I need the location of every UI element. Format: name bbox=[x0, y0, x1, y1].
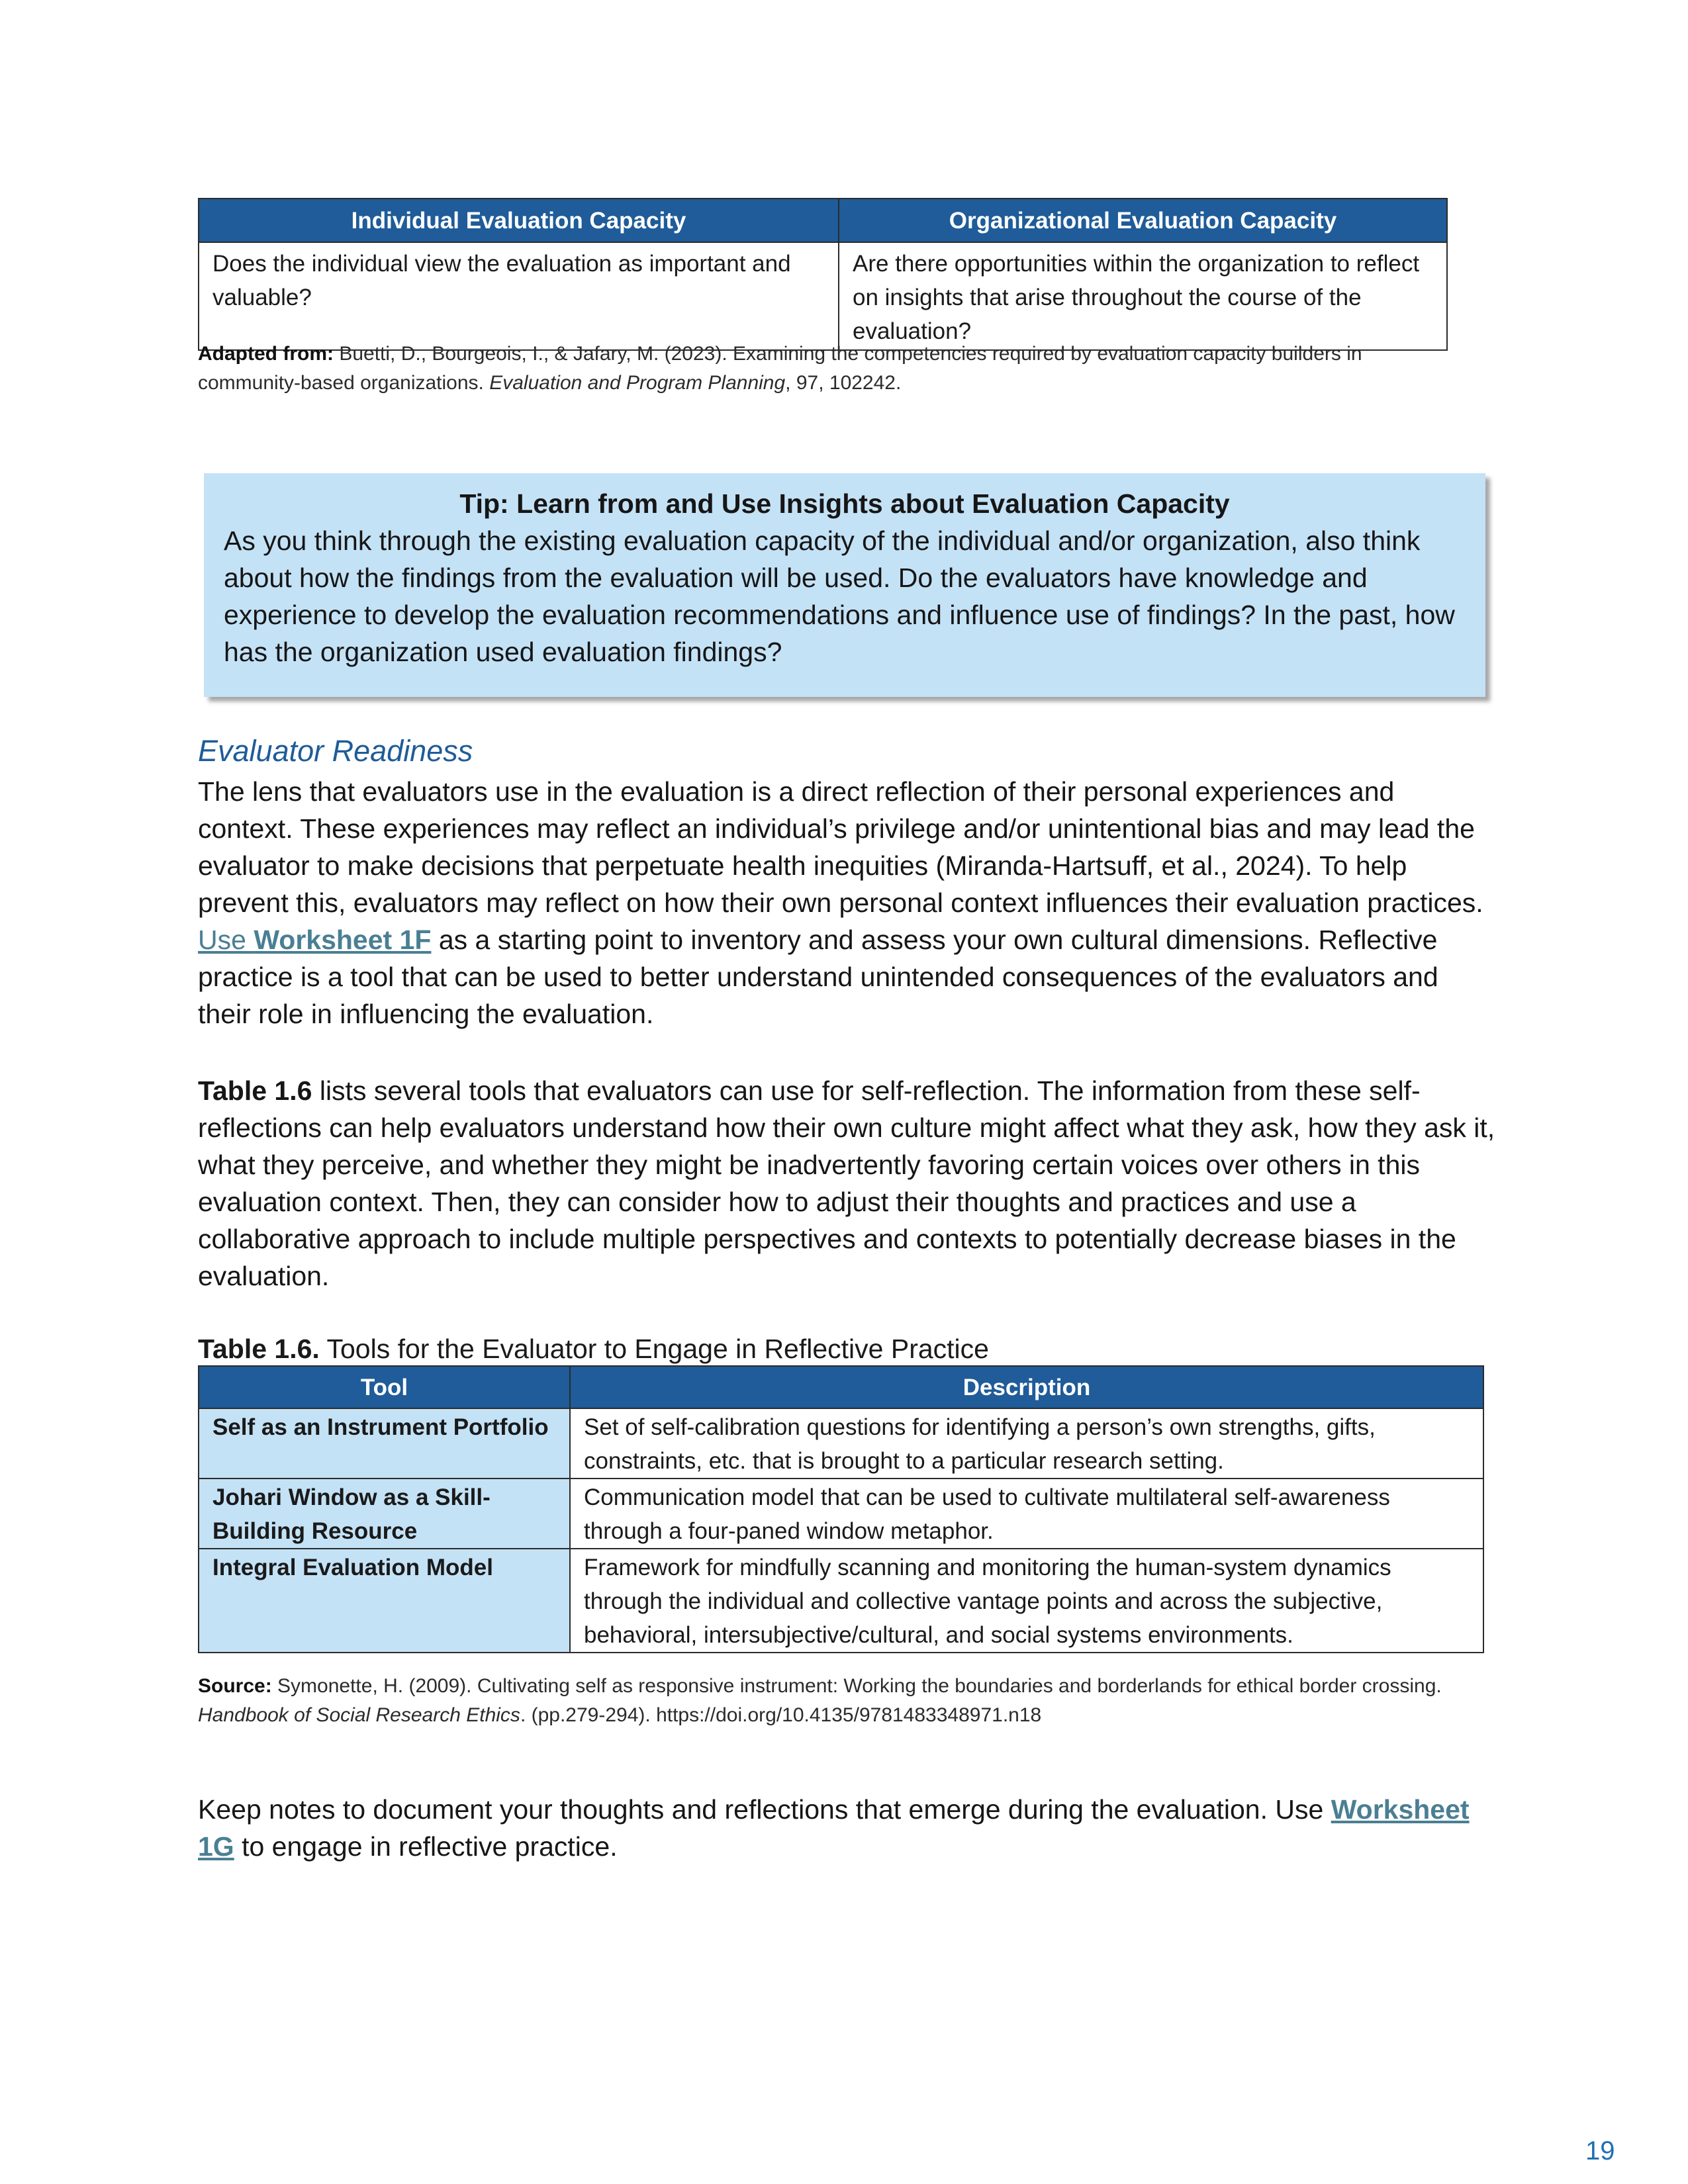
tool-description: Set of self-calibration questions for identifying a person’s own strengths, gifts, constraints, etc. that is brought to a particular research setting. bbox=[570, 1408, 1483, 1479]
tool-description: Framework for mindfully scanning and monitoring the human-system dynamics through the individual and collective vantage points and across the subjective, behavioral, intersubjective/cultural, and social systems environments. bbox=[570, 1549, 1483, 1653]
tip-title: Tip: Learn from and Use Insights about Evaluation Capacity bbox=[459, 488, 1230, 519]
table-caption bbox=[198, 1330, 989, 1367]
paragraph-text: Keep notes to document your thoughts and reflections that emerge during the evaluation. Use bbox=[198, 1794, 1331, 1825]
paragraph bbox=[198, 1791, 1495, 1865]
column-header: Individual Evaluation Capacity bbox=[199, 199, 839, 242]
section-heading: Evaluator Readiness bbox=[198, 734, 473, 768]
column-header: Description bbox=[570, 1366, 1483, 1408]
table-header-row bbox=[199, 199, 1447, 242]
table-header-row bbox=[199, 1366, 1483, 1408]
paragraph-text: The lens that evaluators use in the evaluation is a direct reflection of their personal experiences and context. These experiences may reflect an individual’s privilege and/or unintentional bias and may lead the evaluator to make decisions that perpetuate health inequities (Miranda-Hartsuff, et al., 2024). To help prevent this, evaluators may reflect on how their own personal context influences their evaluation practices. bbox=[198, 776, 1483, 918]
tool-name: Johari Window as a Skill-Building Resource bbox=[199, 1479, 570, 1549]
source-text: Symonette, H. (2009). Cultivating self as responsive instrument: Working the boundaries and borderlands for ethical border crossing. bbox=[271, 1675, 1442, 1697]
link-prefix: Use bbox=[198, 925, 254, 955]
caption-label: Table 1.6. bbox=[198, 1334, 320, 1364]
tool-name: Self as an Instrument Portfolio bbox=[199, 1408, 570, 1479]
source-book: Handbook of Social Research Ethics bbox=[198, 1704, 520, 1726]
column-header: Organizational Evaluation Capacity bbox=[839, 199, 1447, 242]
worksheet-1f-link[interactable] bbox=[198, 925, 431, 955]
page-number: 19 bbox=[1585, 2136, 1615, 2165]
source-label: Source: bbox=[198, 1675, 272, 1697]
table-row bbox=[199, 242, 1447, 350]
paragraph-text: lists several tools that evaluators can use for self-reflection. The information from these self-reflections can help evaluators understand how their own culture might affect what they ask, how they ask it, what they perceive, and whether they might be inadvertently favoring certain voices over others in this evaluation context. Then, they can consider how to adjust their thoughts and practices and use a collaborative approach to include multiple perspectives and contexts to potentially decrease biases in the evaluation. bbox=[198, 1075, 1495, 1291]
tool-description: Communication model that can be used to cultivate multilateral self-awareness through a four-paned window metaphor. bbox=[570, 1479, 1483, 1549]
tools-table-source bbox=[198, 1672, 1495, 1730]
source-text: Buetti, D., Bourgeois, I., & Jafary, M. (2023). Examining the competencies required by evaluation capacity builders in community-based organizations. bbox=[198, 343, 1362, 394]
evaluation-capacity-table bbox=[198, 198, 1448, 351]
link-label: Worksheet 1F bbox=[254, 925, 432, 955]
doi-link[interactable]: https://doi.org/10.4135/9781483348971.n18 bbox=[656, 1704, 1042, 1726]
tool-name: Integral Evaluation Model bbox=[199, 1549, 570, 1653]
source-journal: Evaluation and Program Planning bbox=[489, 372, 786, 394]
table-cell: Does the individual view the evaluation as important and valuable? bbox=[199, 242, 839, 350]
paragraph-text: as a starting point to inventory and assess your own cultural dimensions. Reflective practice is a tool that can be used to better understand unintended consequences of the evaluators and their role in influencing the evaluation. bbox=[198, 925, 1438, 1029]
source-pages: . (pp.279-294). bbox=[520, 1704, 657, 1726]
table-row bbox=[199, 1408, 1483, 1479]
paragraph bbox=[198, 1072, 1495, 1295]
capacity-table-source bbox=[198, 340, 1456, 398]
column-header: Tool bbox=[199, 1366, 570, 1408]
paragraph bbox=[198, 773, 1495, 1032]
paragraph-text: to engage in reflective practice. bbox=[234, 1831, 618, 1862]
source-label: Adapted from: bbox=[198, 343, 334, 365]
tip-box bbox=[204, 473, 1485, 697]
table-row bbox=[199, 1479, 1483, 1549]
table-cell: Are there opportunities within the organization to reflect on insights that arise throughout the course of the evaluation? bbox=[839, 242, 1447, 350]
table-row bbox=[199, 1549, 1483, 1653]
caption-text: Tools for the Evaluator to Engage in Reflective Practice bbox=[319, 1334, 989, 1364]
reflective-practice-tools-table bbox=[198, 1365, 1484, 1653]
source-tail: , 97, 102242. bbox=[785, 372, 902, 394]
tip-body: As you think through the existing evaluation capacity of the individual and/or organization, also think about how the findings from the evaluation will be used. Do the evaluators have knowledge and experience to develop the evaluation recommendations and influence use of findings? In the past, how has the organization used evaluation findings? bbox=[224, 525, 1455, 667]
table-reference: Table 1.6 bbox=[198, 1075, 312, 1106]
link-label: Worksheet 1G bbox=[198, 1794, 1470, 1862]
